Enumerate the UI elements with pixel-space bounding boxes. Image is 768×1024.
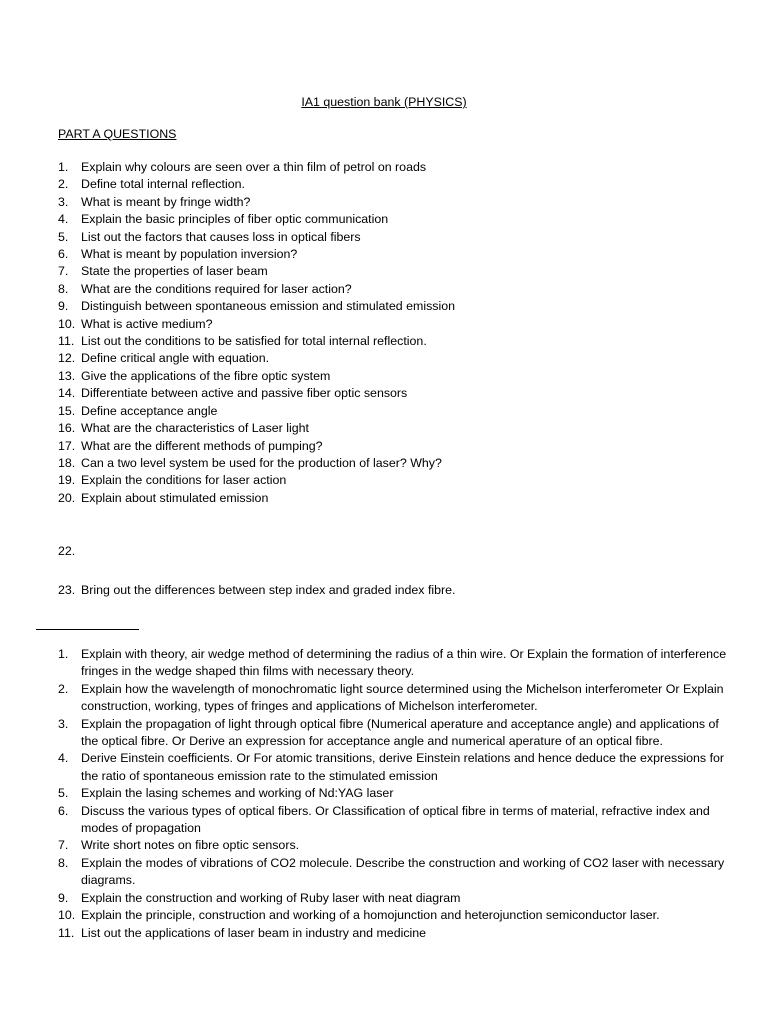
question-number: 2.	[58, 177, 69, 192]
list-item	[58, 298, 738, 315]
question-text: Define critical angle with equation.	[81, 351, 270, 366]
question-number: 3.	[58, 194, 69, 209]
list-item	[58, 472, 738, 489]
question-text: Explain the conditions for laser action	[81, 473, 287, 488]
question-number: 1.	[58, 160, 69, 174]
question-number: 4.	[58, 212, 69, 227]
question-text: What is active medium?	[81, 316, 213, 331]
list-item	[58, 403, 738, 420]
question-number: 1.	[58, 647, 69, 661]
question-text: Explain about stimulated emission	[81, 490, 269, 505]
question-number: 4.	[58, 751, 69, 766]
list-item	[58, 925, 734, 942]
list-item	[58, 368, 738, 385]
question-number: 9.	[58, 890, 69, 905]
question-number: 16.	[58, 421, 76, 436]
question-text: What are the different methods of pumping?	[81, 438, 323, 453]
question-text: Write short notes on fibre optic sensors.	[81, 838, 300, 853]
question-text: What are the characteristics of Laser light	[81, 421, 309, 436]
list-item	[58, 716, 734, 751]
question-text: Explain how the wavelength of monochromatic light source determined using the Michelson interferometer Or Explain construction, working, types of fringes and applications of Michelson interferometer.	[81, 681, 724, 714]
list-item	[58, 229, 738, 246]
question-number: 8.	[58, 855, 69, 870]
list-item	[58, 890, 734, 907]
list-item	[58, 333, 738, 350]
question-number: 11.	[58, 334, 75, 349]
list-item	[58, 438, 738, 455]
question-number: 12.	[58, 351, 76, 366]
question-text: What are the conditions required for laser action?	[81, 281, 352, 296]
list-item	[58, 176, 738, 193]
question-text: List out the conditions to be satisfied for total internal reflection.	[81, 334, 427, 349]
question-number: 8.	[58, 281, 69, 296]
question-text: What is meant by fringe width?	[81, 194, 251, 209]
list-item	[58, 385, 738, 402]
list-item	[58, 785, 734, 802]
list-item	[58, 455, 738, 472]
question-number: 18.	[58, 455, 76, 470]
question-number: 10.	[58, 908, 76, 923]
question-text: Discuss the various types of optical fibers. Or Classification of optical fibre in terms of material, refractive index and modes of propagation	[81, 803, 710, 836]
question-22	[58, 543, 81, 560]
question-number: 22.	[58, 544, 76, 558]
question-number: 19.	[58, 473, 76, 488]
list-item	[58, 837, 734, 854]
list-item	[58, 194, 738, 211]
list-item	[58, 350, 738, 367]
question-text: Explain with theory, air wedge method of determining the radius of a thin wire. Or Explain the formation of interference fringes in the wedge shaped thin films with necessary theory.	[81, 647, 727, 679]
question-text: Explain why colours are seen over a thin film of petrol on roads	[81, 160, 427, 174]
question-text: Derive Einstein coefficients. Or For atomic transitions, derive Einstein relations and hence deduce the expressions for the ratio of spontaneous emission rate to the stimulated emission	[81, 751, 725, 783]
question-text: Define total internal reflection.	[81, 177, 245, 192]
question-number: 15.	[58, 403, 76, 418]
question-number: 6.	[58, 247, 69, 262]
list-item	[58, 490, 738, 507]
page-title: IA1 question bank (PHYSICS)	[301, 95, 467, 109]
list-item	[58, 316, 738, 333]
question-number: 7.	[58, 264, 69, 279]
list-item	[58, 420, 738, 437]
question-number: 11.	[58, 925, 75, 940]
question-text: Explain the modes of vibrations of CO2 molecule. Describe the construction and working of CO2 laser with necessary diagrams.	[81, 855, 725, 888]
list-item	[58, 246, 738, 263]
question-text: Explain the construction and working of Ruby laser with neat diagram	[81, 890, 461, 905]
list-item	[58, 750, 734, 785]
question-number: 5.	[58, 786, 69, 801]
part-a-heading: PART A QUESTIONS	[58, 127, 177, 141]
question-text: State the properties of laser beam	[81, 264, 268, 279]
question-text: Explain the lasing schemes and working of Nd:YAG laser	[81, 786, 394, 801]
question-number: 20.	[58, 490, 76, 505]
list-item	[58, 646, 734, 681]
question-number: 7.	[58, 838, 69, 853]
question-number: 6.	[58, 803, 69, 818]
list-item	[58, 211, 738, 228]
question-number: 14.	[58, 386, 76, 401]
list-item	[58, 281, 738, 298]
question-text: Bring out the differences between step index and graded index fibre.	[81, 583, 456, 597]
question-text: Can a two level system be used for the production of laser? Why?	[81, 455, 442, 470]
list-item	[58, 907, 734, 924]
question-number: 2.	[58, 681, 69, 696]
question-text: Define acceptance angle	[81, 403, 218, 418]
question-number: 13.	[58, 368, 76, 383]
question-23	[58, 582, 738, 599]
list-item	[58, 159, 738, 176]
question-number: 17.	[58, 438, 76, 453]
question-text: Distinguish between spontaneous emission and stimulated emission	[81, 299, 455, 314]
question-number: 9.	[58, 299, 69, 314]
question-number: 5.	[58, 229, 69, 244]
question-number: 3.	[58, 716, 69, 731]
question-text: Explain the principle, construction and working of a homojunction and heterojunction semiconductor laser.	[81, 908, 660, 923]
question-text: List out the factors that causes loss in optical fibers	[81, 229, 361, 244]
question-text: Explain the propagation of light through optical fibre (Numerical aperature and acceptance angle) and applications of the optical fibre. Or Derive an expression for acceptance angle and numerical aperature of an optical fibre.	[81, 716, 719, 749]
part-a-question-list	[58, 159, 738, 507]
question-text: Differentiate between active and passive fiber optic sensors	[81, 386, 408, 401]
question-text: List out the applications of laser beam in industry and medicine	[81, 925, 427, 940]
question-number: 23.	[58, 583, 76, 597]
question-text: Explain the basic principles of fiber optic communication	[81, 212, 389, 227]
list-item	[58, 681, 734, 716]
section-divider	[36, 629, 139, 630]
list-item	[58, 803, 734, 838]
list-item	[58, 263, 738, 280]
question-text: What is meant by population inversion?	[81, 247, 298, 262]
part-b-question-list	[58, 646, 734, 942]
question-text: Give the applications of the fibre optic system	[81, 368, 331, 383]
list-item	[58, 855, 734, 890]
question-number: 10.	[58, 316, 76, 331]
